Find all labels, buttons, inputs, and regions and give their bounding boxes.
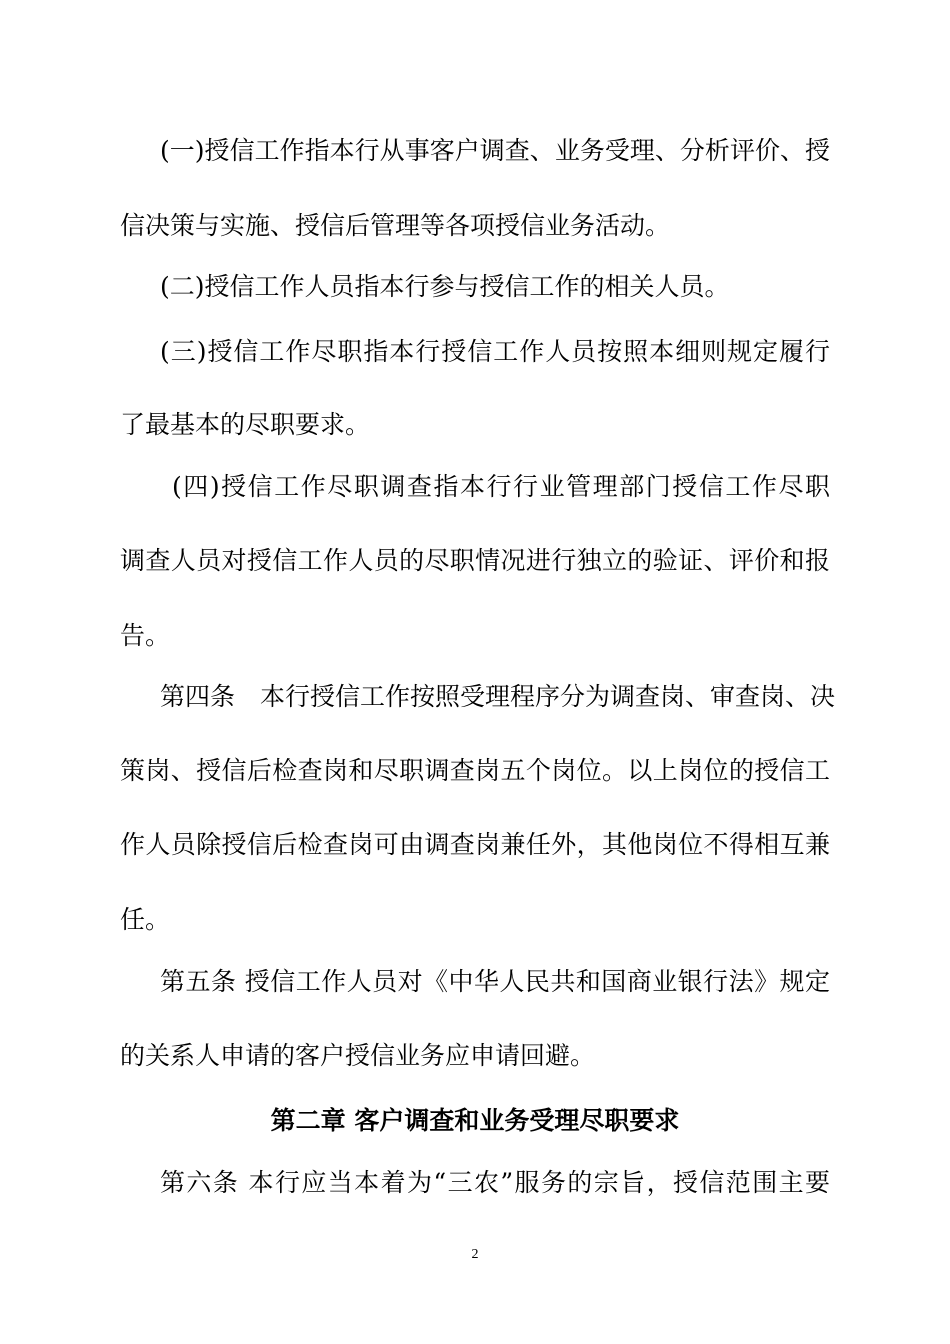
paragraph-line: (四)授信工作尽职调查指本行行业管理部门授信工作尽职	[172, 472, 830, 501]
paragraph-line: 作人员除授信后检查岗可由调查岗兼任外，其他岗位不得相互兼	[120, 830, 830, 859]
paragraph-line: 信决策与实施、授信后管理等各项授信业务活动。	[120, 211, 671, 240]
paragraph-line: 了最基本的尽职要求。	[120, 410, 371, 439]
paragraph-line: 第六条 本行应当本着为“三农”服务的宗旨，授信范围主要	[160, 1168, 830, 1197]
paragraph-line: 调查人员对授信工作人员的尽职情况进行独立的验证、评价和报	[120, 546, 830, 575]
paragraph-line: (一)授信工作指本行从事客户调查、业务受理、分析评价、授	[160, 136, 830, 165]
paragraph-line: 的关系人申请的客户授信业务应申请回避。	[120, 1041, 596, 1070]
paragraph-line: 第五条 授信工作人员对《中华人民共和国商业银行法》规定	[160, 967, 830, 996]
paragraph-line: 第四条 本行授信工作按照受理程序分为调查岗、审查岗、决	[160, 682, 836, 711]
page-number: 2	[471, 1247, 479, 1262]
paragraph-line: (二)授信工作人员指本行参与授信工作的相关人员。	[160, 272, 730, 301]
paragraph-line: 告。	[120, 621, 171, 650]
paragraph-line: 任。	[120, 905, 171, 934]
chapter-heading: 第二章 客户调查和业务受理尽职要求	[270, 1106, 680, 1135]
paragraph-line: 策岗、授信后检查岗和尽职调查岗五个岗位。以上岗位的授信工	[120, 756, 830, 785]
paragraph-line: (三)授信工作尽职指本行授信工作人员按照本细则规定履行	[160, 337, 830, 366]
